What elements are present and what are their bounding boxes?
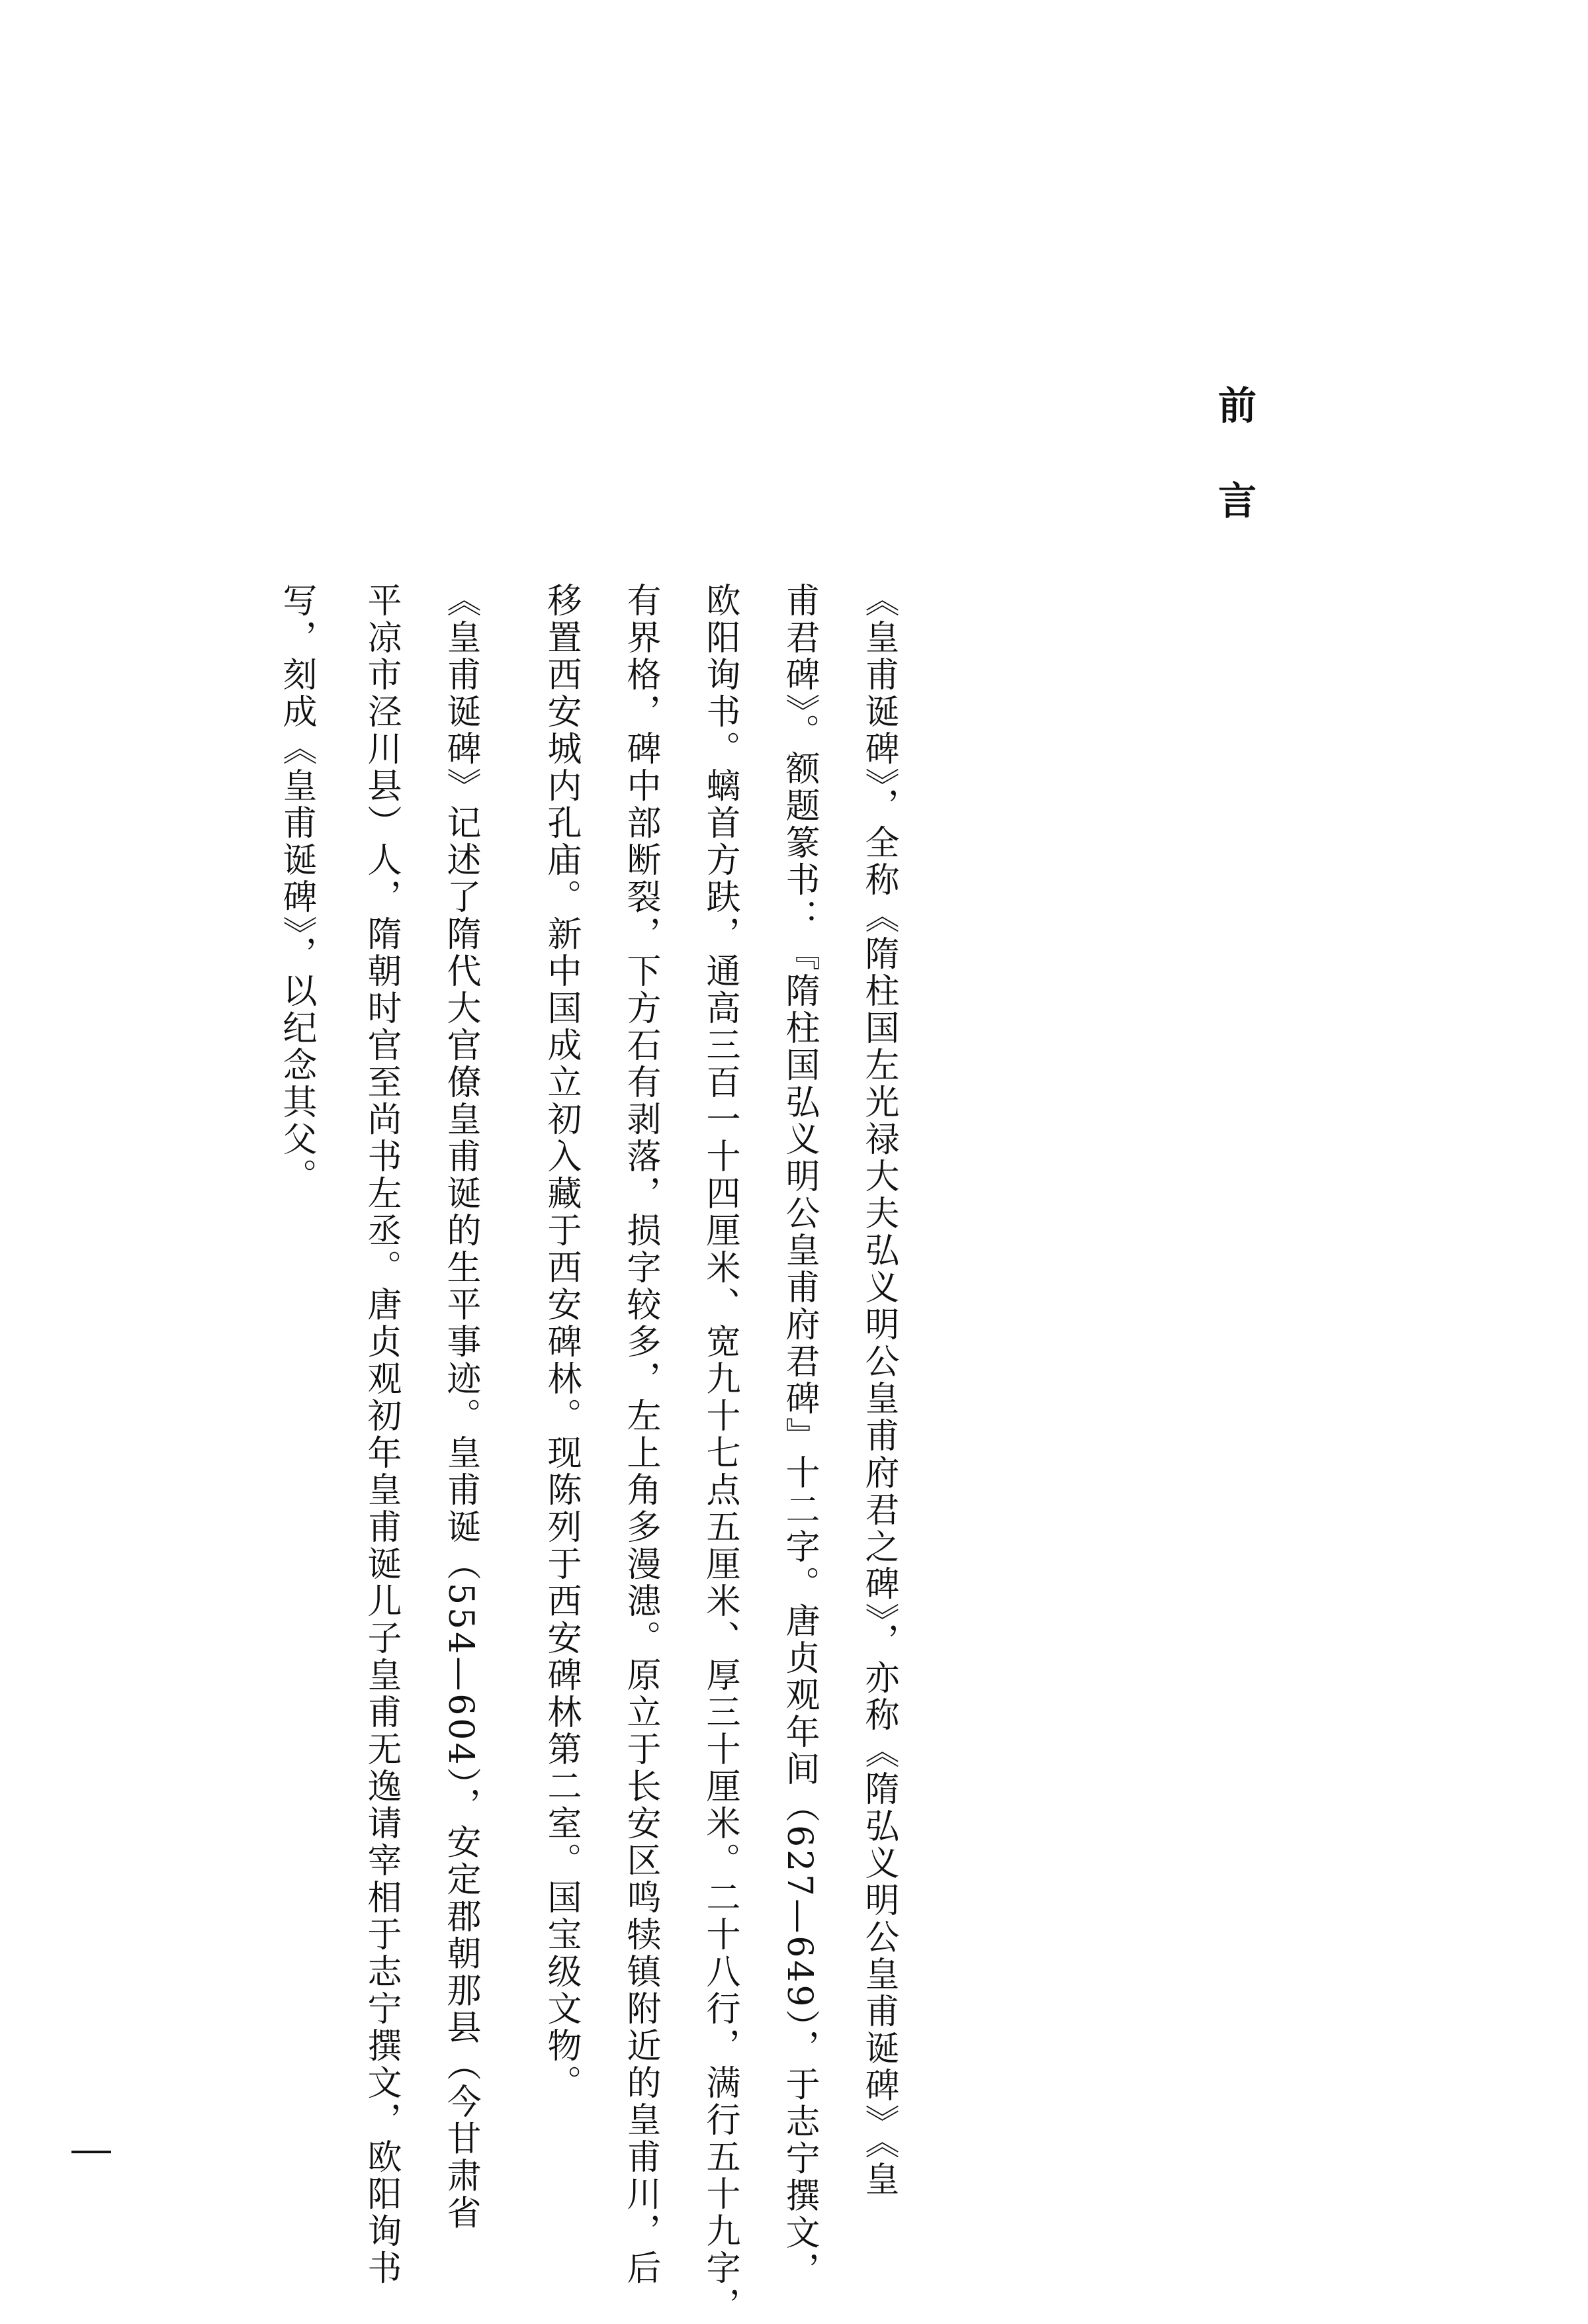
text-column-7: 平凉市泾川县）人，隋朝时官至尚书左丞。唐贞观初年皇甫诞儿子皇甫无逸请宰相于志宁撰文，欧阳询书 bbox=[361, 582, 401, 2287]
text-column-5: 移置西安城内孔庙。新中国成立初入藏于西安碑林。现陈列于西安碑林第二室。国宝级文物。 bbox=[541, 582, 581, 2102]
preface-title-char-1: 前 bbox=[1217, 383, 1257, 428]
text-column-6: 《皇甫诞碑》记述了隋代大官僚皇甫诞的生平事迹。皇甫诞（554—604），安定郡朝那县（今甘肃省 bbox=[441, 582, 480, 2232]
page-number bbox=[71, 2151, 111, 2153]
text-column-3: 欧阳询书。螭首方趺，通高三百一十四厘米、宽九十七点五厘米、厚三十厘米。二十八行，满行五十九字， bbox=[700, 582, 740, 2324]
text-column-4: 有界格，碑中部断裂，下方石有剥落，损字较多，左上角多漫漶。原立于长安区鸣犊镇附近的皇甫川，后 bbox=[621, 582, 660, 2287]
text-column-8: 写，刻成《皇甫诞碑》，以纪念其父。 bbox=[277, 582, 316, 1195]
text-column-2: 甫君碑》。额题篆书：『隋柱国弘义明公皇甫府君碑』十二字。唐贞观年间（627—649），于志宁撰文， bbox=[779, 582, 819, 2289]
text-column-1: 《皇甫诞碑》，全称《隋柱国左光禄大夫弘义明公皇甫府君之碑》，亦称《隋弘义明公皇甫诞碑》《皇 bbox=[859, 582, 899, 2198]
preface-title-char-2: 言 bbox=[1217, 478, 1257, 523]
